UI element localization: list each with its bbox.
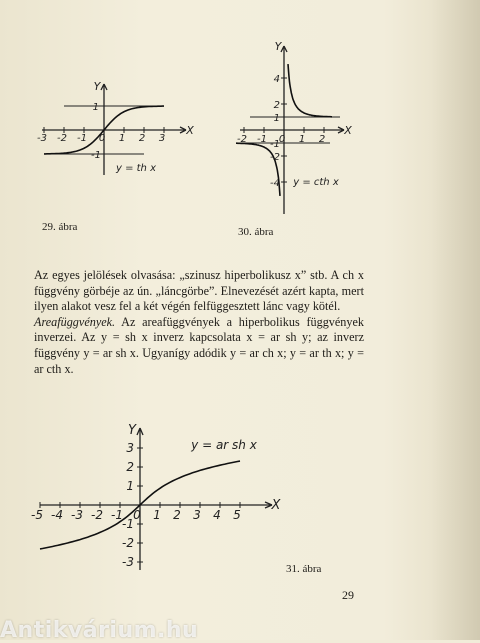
x-tick-label: -5	[31, 508, 43, 522]
x-tick-label: -4	[51, 508, 63, 522]
y-tick-label: 1	[273, 113, 280, 124]
x-tick-label: 2	[173, 508, 181, 522]
x-axis-label: X	[344, 124, 352, 137]
y-tick-label: 1	[92, 102, 99, 113]
page-number: 29	[342, 588, 354, 602]
y-tick-label: -4	[270, 178, 280, 189]
x-tick-label: -1	[257, 134, 267, 145]
x-tick-label: 0	[98, 133, 106, 144]
x-tick-label: 1	[153, 508, 161, 522]
y-tick-label: 2	[273, 100, 280, 111]
watermark-logo: Antikvárium.hu	[0, 618, 199, 643]
y-tick-label: 3	[126, 441, 134, 455]
x-axis-label: X	[186, 124, 194, 137]
function-label: y = ar sh x	[191, 438, 257, 452]
y-tick-label: 2	[126, 460, 134, 474]
function-label: y = th x	[115, 163, 157, 174]
paragraph-body: Az areafüggvények a hiperbolikus függvények inverzei. Az y = sh x inverz kapcsolata x = ar sh y; az inverz függvény y = ar sh x. Ugyanígy adódik y = ar ch x; y = ar th x; y = ar cth x.	[34, 314, 364, 376]
y-tick-label: -2	[122, 536, 134, 550]
x-tick-label: 3	[193, 508, 201, 522]
y-tick-label: -3	[122, 555, 134, 569]
x-tick-label: 4	[213, 508, 221, 522]
x-tick-label: -2	[237, 134, 247, 145]
x-tick-label: 2	[138, 133, 146, 144]
figure-31-caption: 31. ábra	[286, 563, 322, 575]
y-tick-label: 1	[126, 479, 134, 493]
x-tick-label: 1	[298, 134, 306, 145]
y-axis-label: Y	[128, 423, 136, 438]
x-tick-label: 1	[118, 133, 126, 144]
x-tick-label: 5	[233, 508, 241, 522]
x-tick-label: -1	[77, 133, 87, 144]
y-tick-label: -1	[91, 150, 101, 161]
paragraph-heading: Areafüggvények.	[34, 314, 116, 329]
y-tick-label: -1	[122, 517, 134, 531]
y-tick-label: -1	[270, 139, 280, 150]
x-tick-label: -2	[57, 133, 67, 144]
x-tick-label: -3	[71, 508, 83, 522]
y-tick-label: 4	[273, 74, 280, 85]
y-axis-label: Y	[93, 80, 101, 93]
figure-29-caption: 29. ábra	[42, 221, 78, 233]
x-axis-label: X	[271, 498, 281, 513]
paragraph-notation: Az egyes jelölések olvasása: „szinusz hiperbolikusz x” stb. A ch x függvény görbéje az ún. „láncgörbe”. Elnevezését azért kapta, mert ilyen alakot vesz fel a két végén felfüggesztett lánc vagy kötél.	[34, 268, 364, 314]
y-axis-label: Y	[274, 40, 282, 53]
function-label: y = cth x	[293, 177, 339, 188]
x-tick-label: 3	[158, 133, 166, 144]
x-tick-label: 2	[318, 134, 326, 145]
x-tick-label: 0	[278, 134, 286, 145]
x-tick-label: 0	[133, 508, 141, 522]
x-tick-label: -2	[91, 508, 103, 522]
x-tick-label: -1	[111, 508, 123, 522]
y-tick-label: -2	[270, 152, 280, 163]
figure-30-caption: 30. ábra	[238, 226, 274, 238]
x-tick-label: -3	[37, 133, 47, 144]
